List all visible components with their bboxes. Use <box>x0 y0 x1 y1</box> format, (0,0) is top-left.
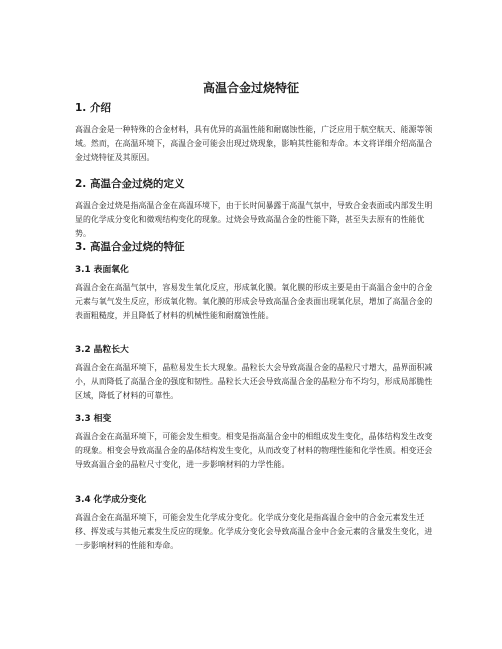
subsection-grain-growth <box>75 344 437 402</box>
subsection-heading: 3.2 晶粒长大 <box>75 345 129 355</box>
subsection-surface-oxidation <box>75 264 437 322</box>
subsection-heading: 3.1 表面氧化 <box>75 265 129 275</box>
subsection-heading: 3.4 化学成分变化 <box>75 495 147 505</box>
subsection-body: 高温合金在高温环境下，晶粒易发生长大现象。晶粒长大会导致高温合金的晶粒尺寸增大，晶界面积减小，从而降低了高温合金的强度和韧性。晶粒长大还会导致高温合金的晶粒分布不均匀，形成局部脆性区域，降低了材料的可靠性。 <box>75 363 433 400</box>
subsection-composition-change <box>75 494 437 552</box>
section-definition <box>75 177 437 240</box>
subsection-body: 高温合金在高温环境下，可能会发生化学成分变化。化学成分变化是指高温合金中的合金元素发生迁移、挥发或与其他元素发生反应的现象。化学成分变化会导致高温合金中合金元素的含量发生变化，进一步影响材料的性能和寿命。 <box>75 513 433 550</box>
section-features <box>75 240 437 254</box>
subsection-heading: 3.3 相变 <box>75 414 112 424</box>
section-heading: 2. 高温合金过烧的定义 <box>75 178 185 190</box>
subsection-phase-transformation <box>75 413 437 471</box>
section-body: 高温合金过烧是指高温合金在高温环境下，由于长时间暴露于高温气氛中，导致合金表面或内部发生明显的化学成分变化和微观结构变化的现象。过烧会导致高温合金的性能下降，甚至失去原有的性能优势。 <box>75 201 433 238</box>
subsection-body: 高温合金在高温环境下，可能会发生相变。相变是指高温合金中的相组成发生变化，晶体结构发生改变的现象。相变会导致高温合金的晶体结构发生变化，从而改变了材料的物理性能和化学性质。相变还会导致高温合金的晶粒尺寸变化，进一步影响材料的力学性能。 <box>75 432 433 469</box>
section-body: 高温合金是一种特殊的合金材料，具有优异的高温性能和耐腐蚀性能，广泛应用于航空航天、能源等领域。然而，在高温环境下，高温合金可能会出现过烧现象，影响其性能和寿命。本文将详细介绍高温合金过烧特征及其原因。 <box>75 125 433 162</box>
document-title: 高温合金过烧特征 <box>202 81 299 95</box>
subsection-body: 高温合金在高温气氛中，容易发生氧化反应，形成氧化膜。氧化膜的形成主要是由于高温合金中的合金元素与氧气发生反应，形成氧化物。氧化膜的形成会导致高温合金表面出现氧化层，增加了高温合金的表面粗糙度，并且降低了材料的机械性能和耐腐蚀性能。 <box>75 283 433 320</box>
section-introduction <box>75 101 437 164</box>
section-heading: 1. 介绍 <box>75 102 111 114</box>
section-heading: 3. 高温合金过烧的特征 <box>75 241 185 253</box>
